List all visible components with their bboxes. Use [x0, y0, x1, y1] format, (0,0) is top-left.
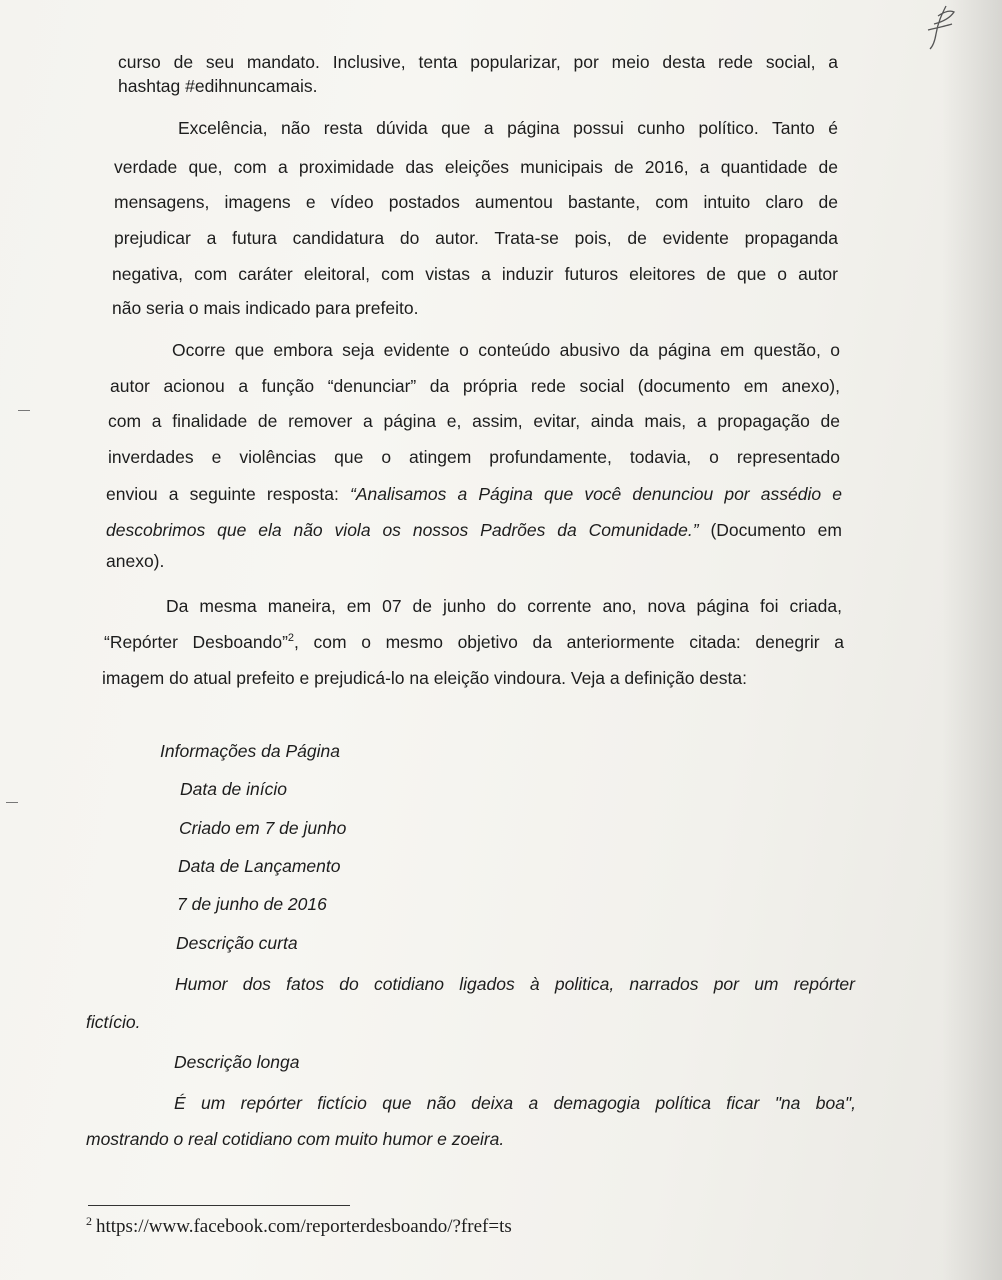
paragraph-2-line: negativa, com caráter eleitoral, com vistas a induzir futuros eleitores de que o autor [112, 264, 838, 284]
paragraph-4-text: , com o mesmo objetivo da anteriormente citada: denegrir a [294, 632, 844, 652]
document-reference: (Documento em [698, 520, 842, 540]
info-start-label: Data de início [180, 779, 288, 799]
paragraph-3-line [106, 520, 842, 541]
response-intro: enviou a seguinte resposta: [106, 484, 351, 504]
paragraph-3-line: inverdades e violências que o atingem profundamente, todavia, o representado [108, 447, 840, 467]
quoted-response: descobrimos que ela não viola os nossos Padrões da Comunidade.” [106, 520, 699, 540]
margin-mark [6, 802, 18, 803]
footnote-url[interactable]: https://www.facebook.com/reporterdesboando/?fref=ts [96, 1216, 512, 1237]
info-short-description: Humor dos fatos do cotidiano ligados à politica, narrados por um repórter [175, 974, 855, 994]
info-short-label: Descrição curta [176, 933, 298, 953]
paragraph-2-line: prejudicar a futura candidatura do autor. Trata-se pois, de evidente propaganda [114, 228, 838, 248]
paragraph-4-line: Da mesma maneira, em 07 de junho do corrente ano, nova página foi criada, [166, 596, 842, 616]
footnote [86, 1214, 512, 1238]
paragraph-3-line [106, 484, 842, 505]
info-long-description: É um repórter fictício que não deixa a demagogia política ficar "na boa", [174, 1093, 856, 1113]
paragraph-3-line: autor acionou a função “denunciar” da própria rede social (documento em anexo), [110, 376, 840, 396]
paragraph-3-line: anexo). [106, 551, 165, 571]
info-short-description: fictício. [86, 1012, 141, 1032]
footnote-separator [88, 1205, 350, 1206]
footnote-reference: 2 [287, 632, 295, 644]
info-long-description: mostrando o real cotidiano com muito humor e zoeira. [86, 1129, 505, 1149]
info-heading: Informações da Página [160, 741, 340, 761]
info-long-label: Descrição longa [174, 1052, 300, 1072]
paragraph-4-line [104, 632, 844, 653]
margin-mark [18, 410, 30, 411]
page-name: “Repórter Desboando” [104, 632, 288, 652]
info-launch-date: 7 de junho de 2016 [177, 894, 327, 914]
paragraph-1-line-1: curso de seu mandato. Inclusive, tenta popularizar, por meio desta rede social, a [118, 52, 838, 72]
quoted-response: “Analisamos a Página que você denunciou por assédio e [350, 484, 842, 504]
paragraph-2-line: Excelência, não resta dúvida que a página possui cunho político. Tanto é [178, 118, 838, 138]
info-created: Criado em 7 de junho [179, 818, 347, 838]
page-edge-shadow [942, 0, 1002, 1280]
info-launch-label: Data de Lançamento [178, 856, 341, 876]
paragraph-2-line: não seria o mais indicado para prefeito. [112, 298, 419, 318]
paragraph-2-line: verdade que, com a proximidade das eleições municipais de 2016, a quantidade de [114, 157, 838, 177]
paragraph-2-line: mensagens, imagens e vídeo postados aumentou bastante, com intuito claro de [114, 192, 838, 212]
signature-initials [916, 4, 960, 50]
paragraph-3-line: com a finalidade de remover a página e, assim, evitar, ainda mais, a propagação de [108, 411, 840, 431]
footnote-number: 2 [86, 1214, 92, 1228]
paragraph-3-line: Ocorre que embora seja evidente o conteúdo abusivo da página em questão, o [172, 340, 840, 360]
paragraph-4-line: imagem do atual prefeito e prejudicá-lo na eleição vindoura. Veja a definição desta: [102, 668, 747, 688]
paragraph-1-line-2: hashtag #edihnuncamais. [118, 76, 318, 96]
